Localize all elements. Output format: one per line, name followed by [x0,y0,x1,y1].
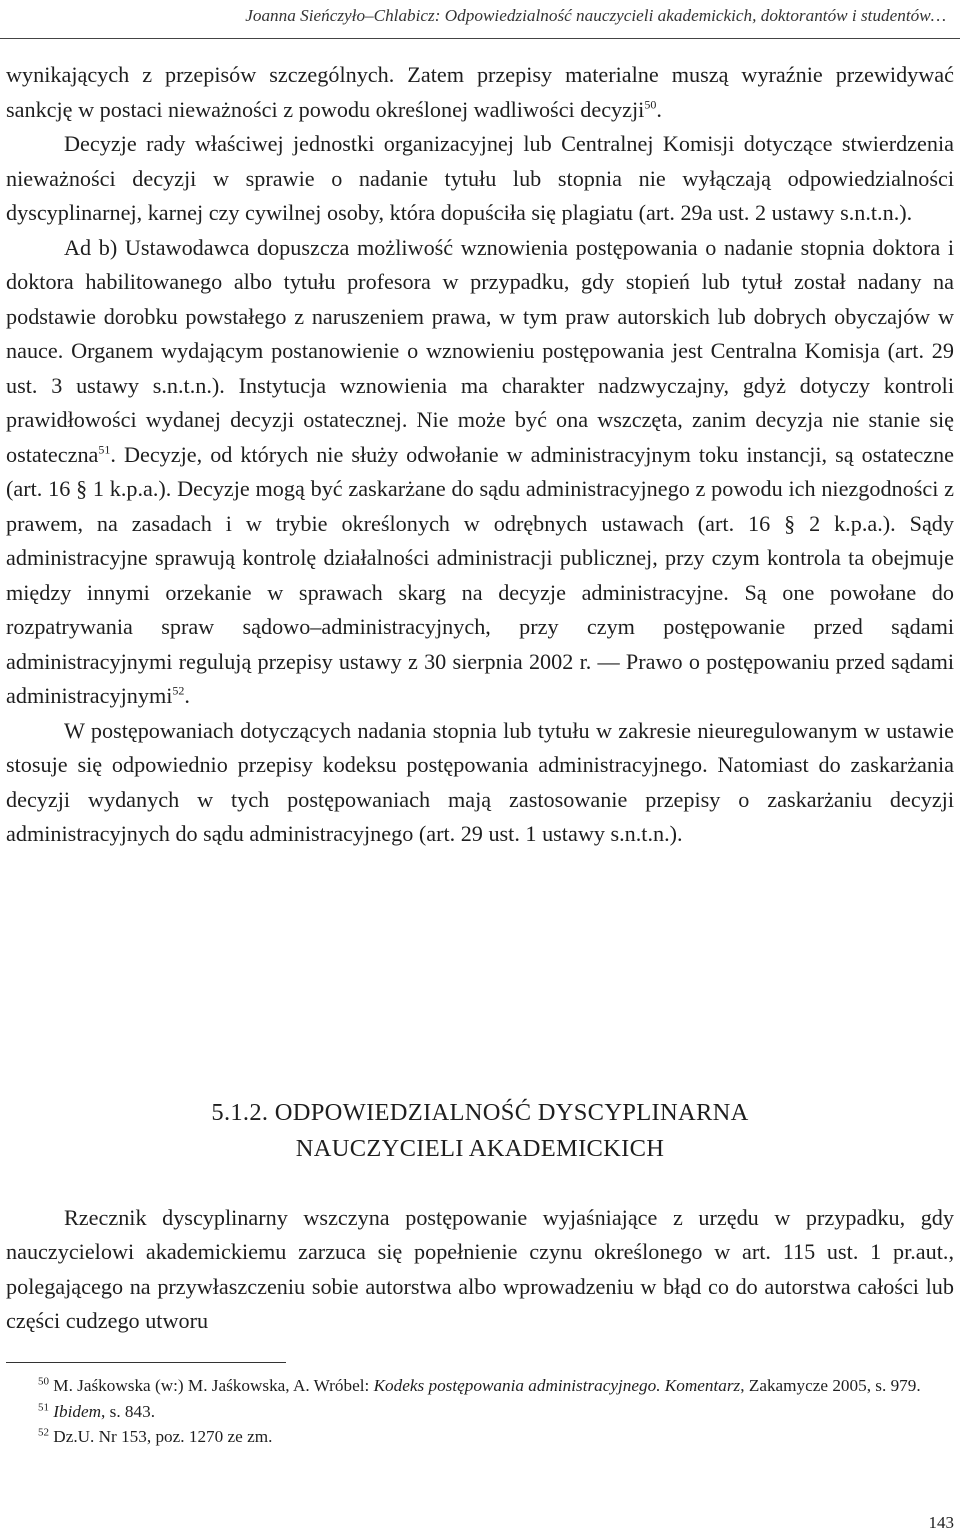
section-sign-1: § [76,476,88,501]
footnote-ref-52[interactable]: 52 [172,683,185,698]
footnote-50-end: , Zakamycze 2005, s. 979. [740,1376,921,1395]
section-sign-2: § [784,510,796,536]
paragraph-3-end: . [184,683,190,708]
paragraph-1 [6,58,954,127]
paragraph-1-end: . [656,96,662,122]
footnote-51 [6,1399,954,1425]
footnote-50-title: Kodeks postępowania administracyjnego. Komentarz [373,1376,741,1395]
page-number: 143 [928,1513,954,1532]
footnote-51-title: Ibidem [53,1401,102,1421]
footnote-number-51: 51 [38,1400,49,1413]
paragraph-1-text: wynikających z przepisów szczególnych. Zatem przepisy materialne muszą wyraźnie przewidywać sankcję w postaci nieważności z powodu określonej wadliwości decyzji [6,62,954,122]
paragraph-4: W postępowaniach dotyczących nadania stopnia lub tytułu w zakresie nieuregulowanym w ustawie stosuje się odpowiednio przepisy kodeksu postępowania administracyjnego. Natomiast do zaskarżania decyzji wydanych w tych postępowaniach mają zastosowanie przepisy o zaskarżaniu decyzji administracyjnych do sądu administracyjnego (art. 29 ust. 1 ustawy s.n.t.n.). [6,717,954,846]
paragraph-3-text-a: Ad b) Ustawodawca dopuszcza możliwość wznowienia postępowania o nadanie stopnia doktora i doktora habilitowanego albo tytułu profesora w przypadku, gdy stopień lub tytuł został nadany na podstawie dorobku powstałego z naruszeniem prawa, w tym praw autorskich lub dobrych obyczajów w nauce. Organem wydającym postanowienie o wznowieniu postępowania jest Centralna Komisja (art. 29 ust. 3 ustawy s.n.t.n.). Instytucja wznowienia ma charakter nadzwyczajny, gdyż dotyczy kontroli prawidłowości wydanej decyzji ostatecznej. Nie może być ona wszczęta, zanim decyzja nie stanie się ostateczna [6,234,954,467]
section-heading-line-2: NAUCZYCIELI AKADEMICKICH [295,1135,665,1162]
running-header [0,0,960,39]
body-text [6,58,954,852]
footnote-50 [6,1373,954,1399]
footnote-number-50: 50 [38,1375,49,1388]
paragraph-3-text-b: . Decyzje, od których nie służy odwołanie w administracyjnym toku instancji, są ostateczne (art. 16 [6,441,954,501]
footnote-52 [6,1424,954,1450]
section-heading-line-1: 5.1.2. ODPOWIEDZIALNOŚĆ DYSCYPLINARNA [211,1099,749,1126]
section-body [6,1201,954,1338]
footnote-ref-51[interactable]: 51 [98,442,111,457]
section-heading [0,1095,960,1167]
paragraph-5: Rzecznik dyscyplinarny wszczyna postępowanie wyjaśniające z urzędu w przypadku, gdy nauczycielowi akademickiemu zarzuca się popełnienie czynu określonego w art. 115 ust. 1 pr.aut., polegającego na przywłaszczeniu sobie autorstwa albo wprowadzeniu w błąd co do autorstwa całości lub części cudzego utworu [6,1205,954,1333]
paragraph-3 [6,231,954,714]
footnote-51-end: , s. 843. [101,1401,155,1421]
paragraph-2: Decyzje rady właściwej jednostki organizacyjnej lub Centralnej Komisji dotyczące stwierdzenia nieważności decyzji w sprawie o nadanie tytułu lub stopnia nie wyłączają odpowiedzialności dyscyplinarnej, karnej czy cywilnej osoby, która dopuściła się plagiatu (art. 29a ust. 2 ustawy s.n.t.n.). [6,131,954,225]
footnote-ref-50[interactable]: 50 [644,97,657,112]
paragraph-3-text-c: 1 k.p.a.). Decyzje mogą być zaskarżane do sądu administracyjnego z powodu ich niezgodności z prawem, na zasadach i w trybie określonych w odrębnych ustawach (art. 16 [6,476,955,536]
footnote-number-52: 52 [38,1426,49,1439]
footnote-52-text: Dz.U. Nr 153, poz. 1270 ze zm. [49,1427,273,1446]
footnote-50-text: M. Jaśkowska (w:) M. Jaśkowska, A. Wróbel: [49,1376,374,1395]
footnotes [6,1373,954,1450]
running-title: Joanna Sieńczyło–Chlabicz: Odpowiedzialność nauczycieli akademickich, doktorantów i studentów… [245,6,946,25]
paragraph-3-text-d: 2 k.p.a.). Sądy administracyjne sprawują kontrolę działalności administracji publicznej, przy czym kontrola ta obejmuje między innymi orzekanie w sprawach skarg na decyzje administracyjne. Są one powołane do rozpatrywania spraw sądowo–administracyjnych, przy czym postępowanie przed sądami administracyjnymi regulują przepisy ustawy z 30 sierpnia 2002 r. — Prawo o postępowaniu przed sądami administracyjnymi [6,510,954,708]
footnote-divider [6,1362,286,1363]
